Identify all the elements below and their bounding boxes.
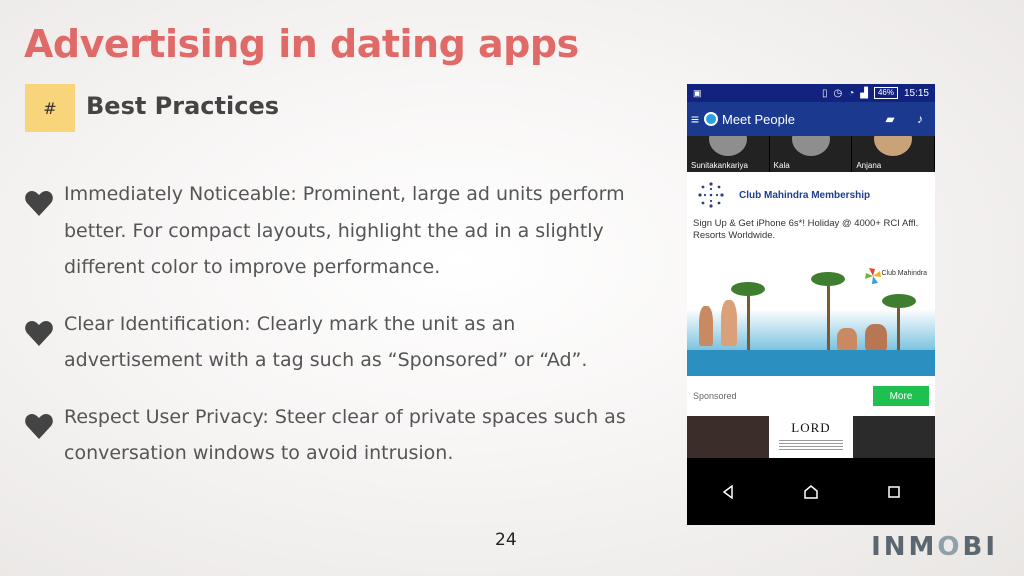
chat-icon[interactable]: ▰ <box>885 112 895 126</box>
app-title: Meet People <box>722 111 795 127</box>
wifi-icon: ◔ <box>848 87 855 99</box>
avatar <box>874 136 912 156</box>
phone-screenshot <box>687 84 935 525</box>
profile-card[interactable] <box>852 136 935 172</box>
avatar <box>792 136 830 156</box>
avatar <box>709 136 747 156</box>
heart-icon <box>24 189 54 217</box>
brand-burst-icon <box>697 181 725 209</box>
ad-image <box>687 264 935 376</box>
alarm-icon: ◷ <box>833 87 843 99</box>
home-icon[interactable] <box>796 477 826 507</box>
logo-part: BI <box>962 532 998 562</box>
logo-part: O <box>937 532 963 562</box>
person-figure <box>837 328 857 350</box>
ad-image-logo: Club Mahindra <box>881 270 927 277</box>
profile-name: Sunitakankariya <box>691 161 748 170</box>
back-icon[interactable] <box>713 477 743 507</box>
bullet-list <box>22 176 642 492</box>
battery-indicator: 46% <box>874 87 898 99</box>
profile-card[interactable] <box>770 136 853 172</box>
inmobi-logo <box>871 532 998 562</box>
bullet-text: Immediately Noticeable: Prominent, large ad units perform better. For compact layouts, highlight the ad in a slightly different color to improve performance. <box>64 183 625 278</box>
strip-text-lines <box>779 438 843 452</box>
profile-name: Kala <box>773 161 790 170</box>
logo-part: INM <box>871 532 938 562</box>
sponsored-ad-card[interactable] <box>687 172 935 416</box>
section-marker <box>25 84 75 132</box>
profile-name: Anjana <box>856 161 882 170</box>
menu-icon[interactable]: ≡ <box>690 111 700 127</box>
android-nav-bar <box>687 459 935 525</box>
bullet-text: Respect User Privacy: Steer clear of private spaces such as conversation windows to avoid intrusion. <box>64 405 626 464</box>
phone-status-bar <box>687 84 935 102</box>
palm-leaves <box>882 294 916 308</box>
strip-heading: LORD <box>791 420 831 435</box>
ad-header <box>687 172 935 214</box>
page-number: 24 <box>495 530 517 550</box>
app-bar <box>687 102 935 136</box>
palm-leaves <box>811 272 845 286</box>
section-marker-label: # <box>43 98 57 118</box>
heart-icon <box>24 319 54 347</box>
content-strip <box>687 416 935 458</box>
ad-footer <box>687 376 935 416</box>
palm-tree <box>897 302 900 350</box>
heart-icon <box>24 412 54 440</box>
slide-title: Advertising in dating apps <box>24 22 579 66</box>
strip-photo[interactable] <box>687 416 769 458</box>
strip-photo[interactable] <box>853 416 935 458</box>
person-figure <box>721 300 737 346</box>
bullet-item <box>22 176 642 286</box>
sponsored-label: Sponsored <box>693 391 737 401</box>
strip-quote[interactable] <box>769 416 853 458</box>
bell-icon[interactable]: ♪ <box>917 112 923 126</box>
profile-card[interactable] <box>687 136 770 172</box>
app-logo-icon <box>704 112 718 126</box>
palm-tree <box>827 280 830 350</box>
person-figure <box>865 324 887 350</box>
pool-water <box>687 350 935 376</box>
vibrate-icon: ▯ <box>821 87 828 99</box>
image-icon: ▣ <box>693 87 702 98</box>
bullet-text: Clear Identification: Clearly mark the unit as an advertisement with a tag such as “Sponsored” or “Ad”. <box>64 312 588 371</box>
status-time: 15:15 <box>903 87 929 99</box>
palm-tree <box>747 290 750 350</box>
bullet-item <box>22 306 642 379</box>
ad-description: Sign Up & Get iPhone 6s*! Holiday @ 4000+ RCI Affl. Resorts Worldwide. <box>693 218 919 241</box>
more-button[interactable]: More <box>873 386 929 406</box>
profile-strip <box>687 136 935 172</box>
recents-icon[interactable] <box>879 477 909 507</box>
slide-subtitle: Best Practices <box>86 92 280 120</box>
signal-icon: ▟ <box>860 87 868 99</box>
bullet-item <box>22 399 642 472</box>
ad-brand-name: Club Mahindra Membership <box>739 189 871 201</box>
person-figure <box>699 306 713 346</box>
club-mahindra-logo-icon <box>863 266 883 286</box>
palm-leaves <box>731 282 765 296</box>
